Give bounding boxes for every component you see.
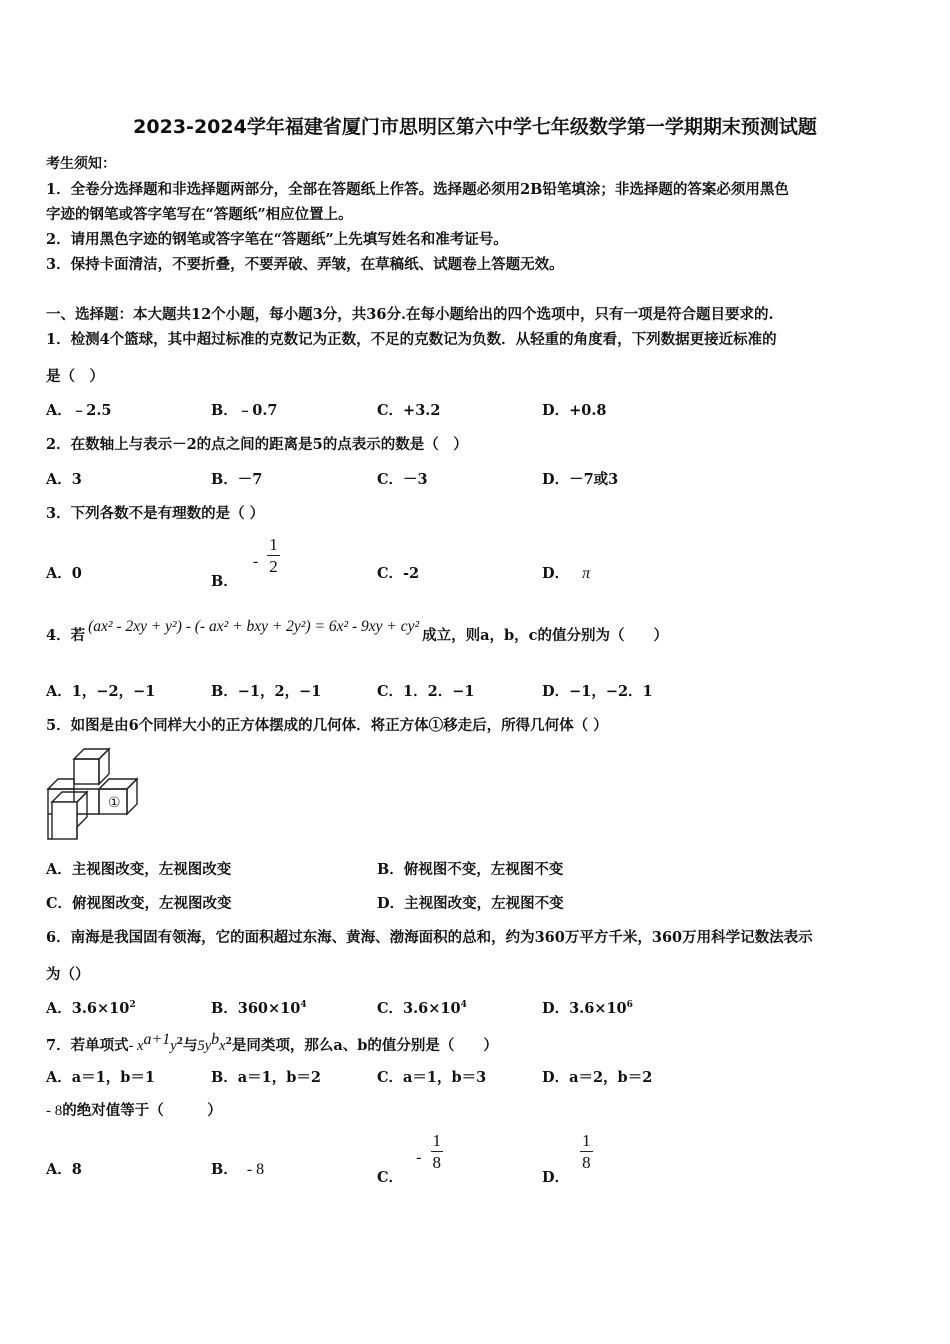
section-heading: 一、选择题：本大题共12个小题，每小题3分，共36分.在每小题给出的四个选项中，只有一项是符合题目要求的. xyxy=(46,306,774,323)
q7-option-b: B．a＝1，b＝2 xyxy=(211,1069,321,1086)
q4-option-b: B．−1，2，−1 xyxy=(211,683,322,700)
q5-stem: 5．如图是由6个同样大小的正方体摆成的几何体．将正方体①移走后，所得几何体（ ） xyxy=(46,717,608,734)
q6-a-base: A．3.6×10 xyxy=(46,1000,130,1017)
q8-option-b xyxy=(211,1158,264,1179)
q3-b-denominator: 2 xyxy=(269,557,278,576)
q7-term1-y: y xyxy=(170,1037,177,1054)
q3-option-c: C．-2 xyxy=(377,565,420,582)
q8-option-a: A．8 xyxy=(46,1161,82,1178)
q4-option-a: A．1，−2，−1 xyxy=(46,683,156,700)
q8-c-numerator: 1 xyxy=(432,1131,441,1150)
q5-option-d: D．主视图改变，左视图不变 xyxy=(377,895,564,912)
q8-option-b-value: - 8 xyxy=(246,1161,265,1178)
q6-a-exponent: 2 xyxy=(129,1000,136,1011)
q8-d-denominator: 8 xyxy=(582,1153,591,1172)
q8-option-c-fraction xyxy=(431,1132,444,1171)
q7-term1: - x xyxy=(128,1037,144,1054)
q2-option-a: A．3 xyxy=(46,471,82,488)
q8-c-denominator: 8 xyxy=(432,1153,441,1172)
cubes-figure xyxy=(44,744,144,844)
q3-b-numerator: 1 xyxy=(269,535,278,554)
top-cube-front-face xyxy=(74,759,99,784)
q6-c-base: C．3.6×10 xyxy=(377,1000,461,1017)
q4-stem xyxy=(46,617,669,645)
q8-option-c-minus: - xyxy=(416,1148,422,1166)
q3-option-a: A．0 xyxy=(46,565,82,582)
q8-option-c xyxy=(377,1131,443,1186)
q4-tail: 成立，则a，b，c的值分别为（ ） xyxy=(422,627,669,644)
q5-option-b: B．俯视图不变，左视图不变 xyxy=(377,861,564,878)
q3-option-b-minus: - xyxy=(252,552,259,570)
q7-stem-post: 是同类项，那么a、b的值分别是（ ） xyxy=(231,1036,498,1054)
q4-option-d: D．−1，−2．1 xyxy=(542,683,653,700)
q7-term2: 5y xyxy=(197,1037,212,1054)
q8-stem-number: - 8 xyxy=(46,1103,63,1119)
q4-option-c: C．1．2．−1 xyxy=(377,683,475,700)
q6-option-d xyxy=(542,997,633,1018)
q7-term2-x: x xyxy=(219,1037,226,1054)
q5-option-c: C．俯视图改变，左视图改变 xyxy=(46,895,232,912)
q7-stem xyxy=(46,1031,498,1055)
q6-c-exponent: 4 xyxy=(460,1000,467,1011)
q7-term1-y-exp: 2 xyxy=(176,1037,183,1047)
q3-option-b-fraction xyxy=(267,536,280,575)
q4-equation: (ax² - 2xy + y²) - (- ax² + bxy + 2y²) = 6x² - 9xy + cy² xyxy=(88,617,420,635)
q6-stem-a: 6．南海是我国固有领海，它的面积超过东海、黄海、渤海面积的总和，约为360万平方千米，360万用科学记数法表示 xyxy=(46,929,813,946)
q7-term1-exp: a+1 xyxy=(143,1031,171,1048)
q7-mid: 与 xyxy=(182,1036,198,1054)
q3-option-d xyxy=(542,562,590,583)
top-cube-side-face xyxy=(99,749,109,784)
q8-option-c-label: C． xyxy=(377,1168,404,1186)
q4-lead: 4．若 xyxy=(46,627,86,644)
q2-option-b: B．－7 xyxy=(211,471,263,488)
q6-b-base: B．360×10 xyxy=(211,1000,301,1017)
left-cube-top-face xyxy=(48,779,74,789)
notice-item-3: 3．保持卡面清洁，不要折叠，不要弄破、弄皱，在草稿纸、试题卷上答题无效。 xyxy=(46,256,564,273)
q1-option-c: C．+3.2 xyxy=(377,402,441,419)
q6-option-a xyxy=(46,997,136,1018)
q7-term2-exp: b xyxy=(211,1031,220,1048)
q3-option-d-label: D． xyxy=(542,565,570,582)
front-cube-front-face xyxy=(52,802,77,839)
q3-option-b xyxy=(211,535,280,590)
q6-d-base: D．3.6×10 xyxy=(542,1000,627,1017)
q7-option-c: C．a＝1，b＝3 xyxy=(377,1069,487,1086)
q2-option-c: C．－3 xyxy=(377,471,428,488)
q5-option-a: A．主视图改变，左视图改变 xyxy=(46,861,232,878)
q6-stem-b: 为（） xyxy=(46,966,90,983)
right-cube-side-face xyxy=(127,779,137,814)
q2-option-d: D．－7或3 xyxy=(542,471,619,488)
q1-option-b: B．﹣0.7 xyxy=(211,402,278,419)
q8-option-b-label: B． xyxy=(211,1161,238,1178)
q3-stem: 3．下列各数不是有理数的是（ ） xyxy=(46,505,265,522)
cube-1-label: ① xyxy=(108,795,121,811)
q7-option-d: D．a＝2，b＝2 xyxy=(542,1069,653,1086)
q1-option-a: A．﹣2.5 xyxy=(46,402,112,419)
notice-item-1a: 1．全卷分选择题和非选择题两部分，全部在答题纸上作答。选择题必须用2B铅笔填涂；非选择题的答案必须用黑色 xyxy=(46,181,789,198)
q8-option-d xyxy=(542,1131,593,1186)
page-title: 2023-2024学年福建省厦门市思明区第六中学七年级数学第一学期期末预测试题 xyxy=(133,116,817,138)
q8-d-numerator: 1 xyxy=(582,1131,591,1150)
front-cube-side-face xyxy=(77,792,87,827)
q8-option-d-label: D． xyxy=(542,1168,570,1186)
q8-option-d-fraction xyxy=(580,1132,593,1171)
q3-option-b-label: B． xyxy=(211,572,238,590)
q1-option-d: D．+0.8 xyxy=(542,402,607,419)
notice-item-1b: 字迹的钢笔或答字笔写在“答题纸”相应位置上。 xyxy=(46,206,353,223)
q6-option-c xyxy=(377,997,467,1018)
q8-stem-text: 的绝对值等于（ ） xyxy=(62,1102,222,1119)
q1-stem-b: 是（ ） xyxy=(46,368,104,385)
q7-term2-x-exp: 2 xyxy=(225,1037,232,1047)
q6-option-b xyxy=(211,997,307,1018)
q6-b-exponent: 4 xyxy=(300,1000,307,1011)
q7-stem-pre: 7．若单项式 xyxy=(46,1036,129,1054)
q7-option-a: A．a＝1，b＝1 xyxy=(46,1069,155,1086)
q6-d-exponent: 6 xyxy=(626,1000,633,1011)
q3-option-d-pi: π xyxy=(582,565,591,582)
notice-heading: 考生须知： xyxy=(46,156,116,172)
notice-item-2: 2．请用黑色字迹的钢笔或答字笔在“答题纸”上先填写姓名和准考证号。 xyxy=(46,231,508,248)
q8-stem xyxy=(46,1099,222,1120)
q1-stem-a: 1．检测4个篮球，其中超过标准的克数记为正数，不足的克数记为负数．从轻重的角度看，下列数据更接近标准的 xyxy=(46,331,777,348)
q2-stem: 2．在数轴上与表示－2的点之间的距离是5的点表示的数是（ ） xyxy=(46,436,468,453)
